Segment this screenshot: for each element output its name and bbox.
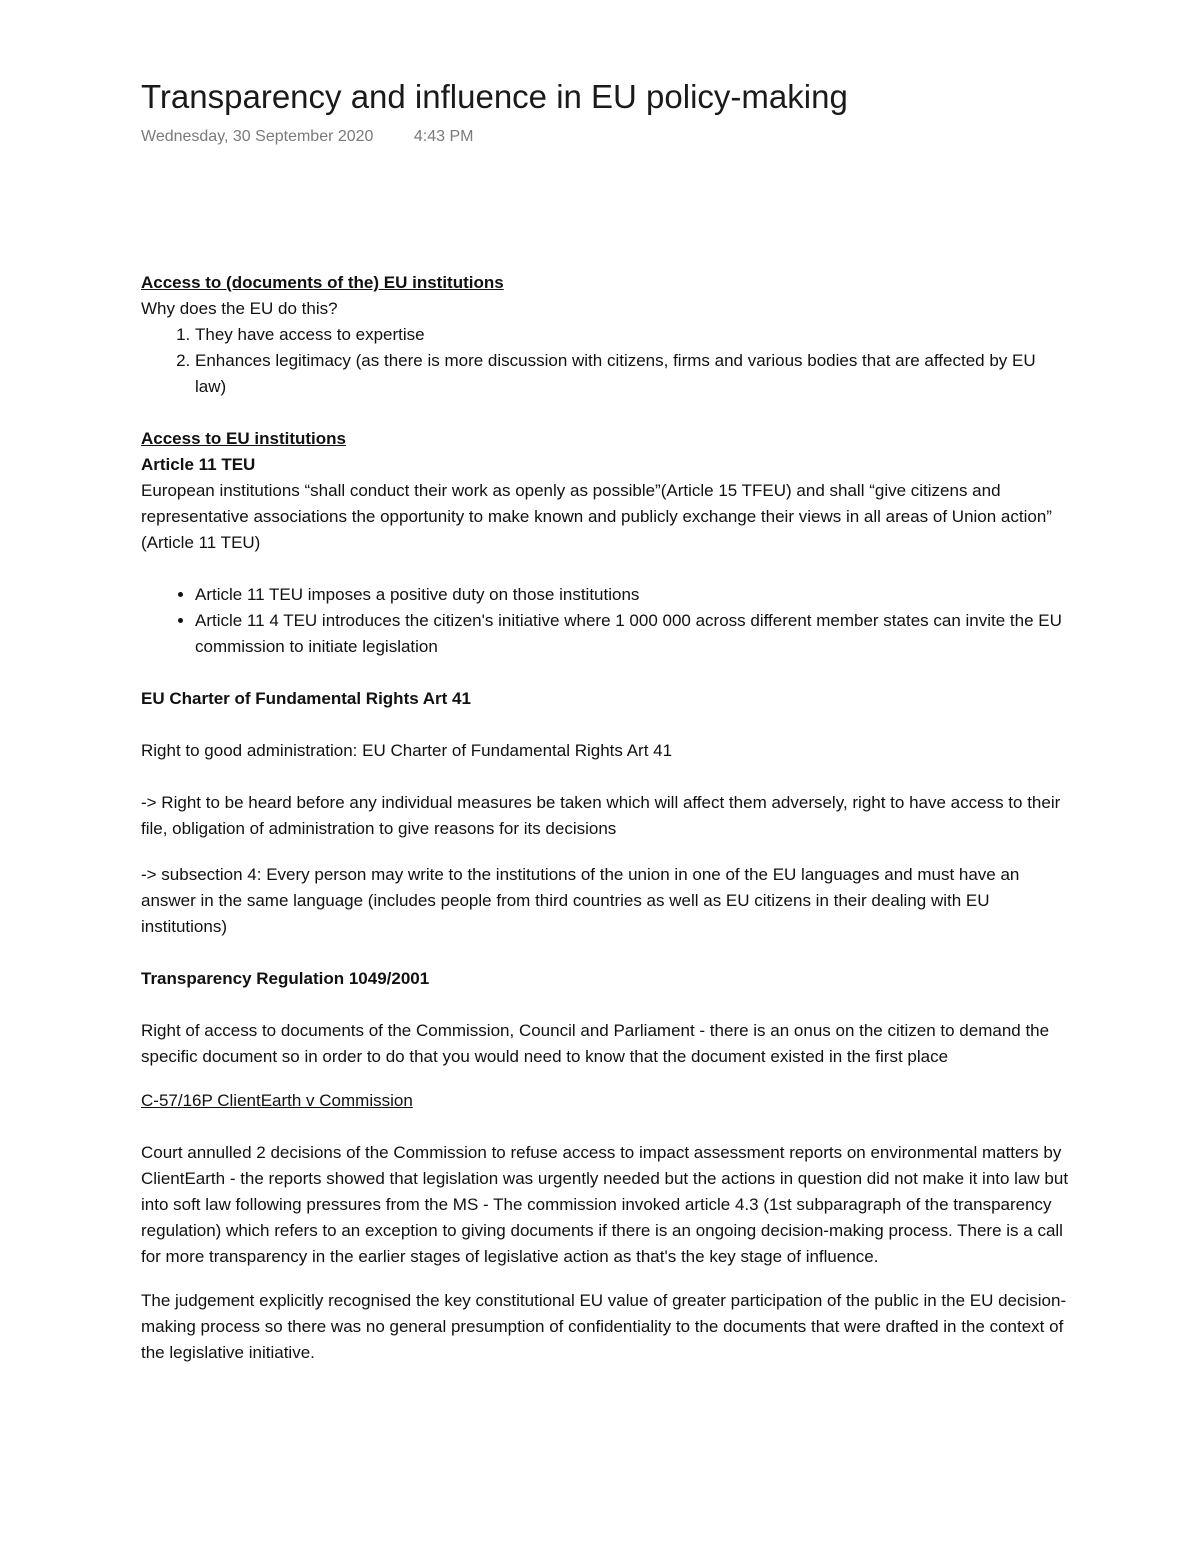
subheading-article-11: Article 11 TEU <box>141 455 256 474</box>
section-heading-charter: EU Charter of Fundamental Rights Art 41 <box>141 689 471 708</box>
list-item: 1. They have access to expertise <box>195 322 1071 348</box>
bullet-list <box>141 582 1071 660</box>
section-heading-regulation: Transparency Regulation 1049/2001 <box>141 969 430 988</box>
page-meta <box>141 126 1071 148</box>
paragraph-regulation: Right of access to documents of the Commission, Council and Parliament - there is an onus on the citizen to demand the specific document so in order to do that you would need to know that the document existed in the first place <box>141 1021 1050 1066</box>
list-item: 2. Enhances legitimacy (as there is more discussion with citizens, firms and various bodies that are affected by EU law) <box>195 348 1071 400</box>
page-title: Transparency and influence in EU policy-making <box>141 78 848 115</box>
bullet-item: • Article 11 TEU imposes a positive duty on those institutions <box>195 582 1071 608</box>
paragraph-case-1: Court annulled 2 decisions of the Commission to refuse access to impact assessment reports on environmental matters by ClientEarth - the reports showed that legislation was urgently needed but the actions in question did not make it into law but into soft law following pressures from the MS - The commission invoked article 4.3 (1st subparagraph of the transparency regulation) which refers to an exception to giving documents if there is an ongoing decision-making process. There is a call for more transparency in the earlier stages of legislative action as that's the key stage of influence. <box>141 1143 1069 1266</box>
section-heading-access-documents: Access to (documents of the) EU institutions <box>141 273 504 292</box>
document-page <box>141 76 1071 1362</box>
numbered-list <box>141 322 1071 400</box>
section-heading-case: C-57/16P ClientEarth v Commission <box>141 1091 413 1110</box>
paragraph-case-2: The judgement explicitly recognised the key constitutional EU value of greater participation of the public in the EU decision-making process so there was no general presumption of confidentiality to the documents that were drafted in the context of the legislative initiative. <box>141 1291 1067 1362</box>
page-content <box>141 270 1071 1366</box>
paragraph-article-11: European institutions “shall conduct their work as openly as possible”(Article 15 TFEU) and shall “give citizens and representative associations the opportunity to make known and publicly exchange their views in all areas of Union action” (Article 11 TEU) <box>141 481 1052 552</box>
paragraph-charter-3: -> subsection 4: Every person may write to the institutions of the union in one of the EU languages and must have an answer in the same language (includes people from third countries as well as EU citizens in their dealing with EU institutions) <box>141 865 1020 936</box>
page-date: Wednesday, 30 September 2020 <box>141 128 374 145</box>
section-heading-access-institutions: Access to EU institutions <box>141 429 346 448</box>
bullet-item: • Article 11 4 TEU introduces the citizen's initiative where 1 000 000 across different member states can invite the EU commission to initiate legislation <box>195 608 1071 660</box>
page-time: 4:43 PM <box>413 128 474 145</box>
question-text: Why does the EU do this? <box>141 299 338 318</box>
paragraph-charter-2: -> Right to be heard before any individual measures be taken which will affect them adversely, right to have access to their file, obligation of administration to give reasons for its decisions <box>141 793 1061 838</box>
paragraph-charter-1: Right to good administration: EU Charter of Fundamental Rights Art 41 <box>141 741 673 760</box>
